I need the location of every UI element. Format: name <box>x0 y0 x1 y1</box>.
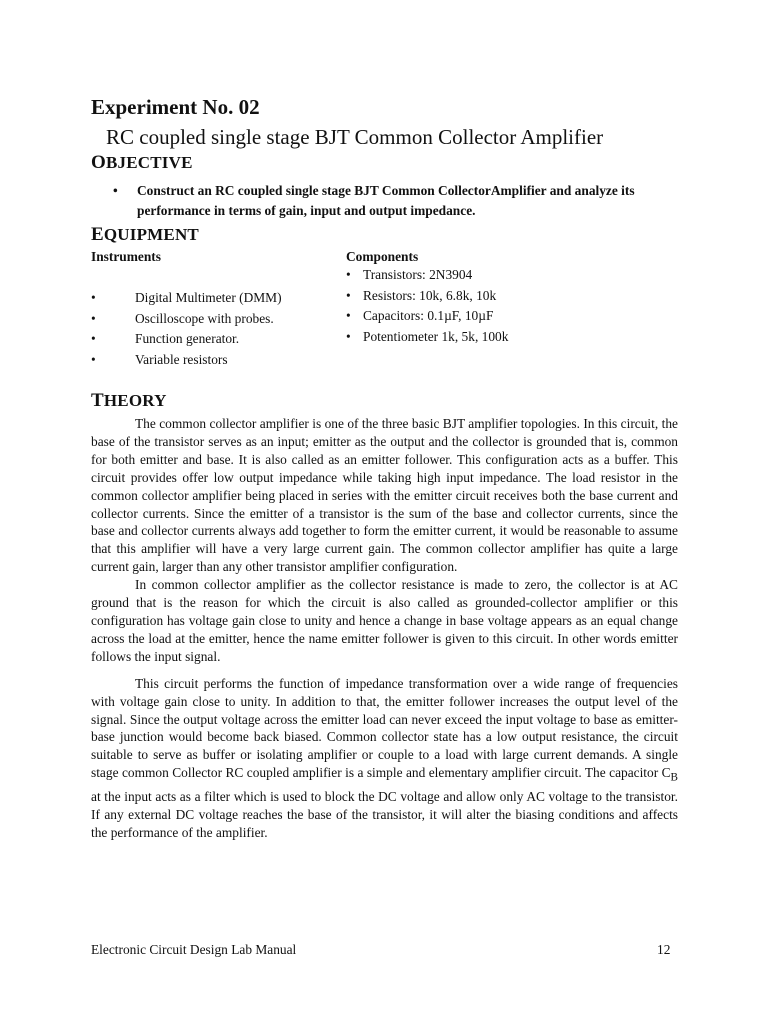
components-list <box>346 265 646 347</box>
list-item: • Potentiometer 1k, 5k, 100k <box>346 328 509 344</box>
components-heading: Components <box>346 249 419 264</box>
theory-body <box>91 415 678 842</box>
objective-text: Construct an RC coupled single stage BJT Common CollectorAmplifier and analyze its performance in terms of gain, input and output impedance. <box>137 183 635 218</box>
list-item: • Function generator. <box>91 331 240 346</box>
list-item: • Capacitors: 0.1µF, 10µF <box>346 308 494 323</box>
objective-heading: OBJECTIVE <box>91 152 193 173</box>
list-item: • Digital Multimeter (DMM) <box>91 290 282 305</box>
theory-paragraph-1: The common collector amplifier is one of the three basic BJT amplifier topologies. In this circuit, the base of the transistor serves as an input; emitter as the output and the collector is grounded that is, common for both emitter and base. It is also called as an emitter follower. This configuration acts as a buffer. This circuit provides offer low output impedance while taking high input impedance. The load resistor in the common collector amplifier being placed in series with the emitter circuit receives both the base current and collector currents. Since the emitter of a transistor is the sum of the base and collector currents, since the base and collector currents always add together to form the emitter current, it would be reasonable to assume that this amplifier will have a very large current gain. The common collector amplifier has quite a large current gain, larger than any other transistor amplifier configuration. <box>91 416 678 575</box>
list-item: • Resistors: 10k, 6.8k, 10k <box>346 287 497 303</box>
theory-paragraph-2: In common collector amplifier as the collector resistance is made to zero, the collector is at AC ground that is the reason for which the circuit is also called as grounded-collector amplifier or this configuration has voltage gain close to unity and hence a change in base voltage appears as an equal change across the load at the emitter, hence the name emitter follower is given to this circuit. In other words emitter follows the input signal. <box>91 577 678 664</box>
experiment-title: Experiment No. 02 <box>91 95 260 119</box>
bullet-marker: • <box>113 183 118 198</box>
theory-heading: THEORY <box>91 390 167 411</box>
experiment-subtitle: RC coupled single stage BJT Common Collector Amplifier <box>106 125 604 149</box>
list-item: • Transistors: 2N3904 <box>346 267 473 282</box>
list-item: • Variable resistors <box>91 351 228 367</box>
instruments-list <box>91 288 321 370</box>
page-number: 12 <box>657 942 671 957</box>
list-item: • Oscilloscope with probes. <box>91 310 274 326</box>
theory-paragraph-3: This circuit performs the function of impedance transformation over a wide range of frequencies with voltage gain close to unity. In addition to that, the emitter follower increases the output level of the signal. Since the output voltage across the emitter load can never exceed the input voltage to base as emitter-base junction would become back biased. Common collector state has a low output resistance, the circuit suitable to serve as buffer or isolating amplifier or couple to a load with large current demands. A single stage common Collector RC coupled amplifier is a simple and elementary amplifier circuit. The capacitor $C_B$ at the input acts as a filter which is used to block the DC voltage and allow only AC voltage to the transistor. If any external DC voltage reaches the base of the transistor, it will alter the biasing conditions and affects the performance of the amplifier. <box>91 675 678 840</box>
instruments-heading: Instruments <box>91 249 161 264</box>
equipment-heading: EQUIPMENT <box>91 224 199 245</box>
subscript-b: B <box>670 771 678 784</box>
footer-manual-title: Electronic Circuit Design Lab Manual <box>91 942 297 957</box>
